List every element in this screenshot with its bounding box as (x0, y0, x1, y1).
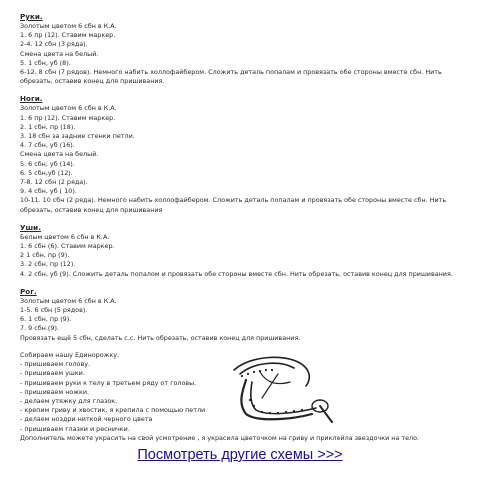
assembly-step: - пришиваем руки к телу в третьем ряду от головы. (20, 378, 197, 387)
section-title: Уши. (20, 222, 41, 232)
assembly-step: - делаем утяжку для глазок. (20, 396, 118, 405)
assembly-note: Дополнитель можете украсить на свой усмотрение , я украсила цветочком на гриву и приклейла звездочки на тело. (20, 433, 420, 442)
pattern-row: 1. 6 пр (12). Ставим маркер. (20, 113, 116, 122)
section-title: Рог. (20, 286, 37, 296)
pattern-row: 2 1 сбн, пр (9). (20, 251, 70, 260)
assembly-intro: Собираем нашу Единорожку: (20, 350, 120, 359)
pattern-section (20, 94, 475, 214)
pattern-row: Смена цвета на белый. (20, 150, 99, 159)
pattern-row: 7. 9 сбн.(9). (20, 324, 59, 333)
pattern-row: 1. 6 сбн (6). Ставим маркер. (20, 242, 115, 251)
pattern-row: 6. 5 сбн,уб (12). (20, 168, 73, 177)
more-patterns-link[interactable]: Посмотреть другие схемы >>> (137, 447, 343, 463)
section-title: Руки. (20, 12, 43, 21)
pattern-section (20, 12, 475, 86)
section-title: Ноги. (20, 94, 43, 104)
pattern-row: 2. 1 сбн, пр (18). (20, 122, 76, 131)
assembly-step: - пришиваем ушки. (20, 369, 85, 378)
pattern-row: 10-11. 10 сбн (2 ряда). Немного набить холлофайбером. Сложить деталь попалам и провязать обе стороны вместе сбн. Нить обрезать, оставив конец для пришивания (20, 196, 447, 214)
pattern-row: 4. 2 сбн, уб (9). Сложить деталь попалом и провязать обе стороны вместе сбн. Нить обрезать, оставив конец для пришивания. (20, 269, 453, 278)
pattern-row: 6. 1 сбн, пр (9). (20, 315, 72, 324)
pattern-row: 9. 4 сбн, уб ( 10). (20, 187, 77, 196)
pattern-row: 5. 6 сбн, уб (14). (20, 159, 75, 168)
pattern-row: 3. 18 сбн за задние стенки петли. (20, 132, 135, 141)
assembly-step: - пришиваем ножки. (20, 387, 90, 396)
pattern-row: Золотым цветом 6 сбн в К.А. (20, 104, 117, 113)
pattern-row: Золотым цветом 6 сбн в К.А. (20, 22, 117, 30)
pattern-row: Смена цвета на белый. (20, 49, 99, 58)
pattern-section (20, 223, 475, 279)
pattern-row: 1-5. 6 сбн (5 рядов). (20, 306, 88, 315)
pattern-row: Золотым цветом 6 сбн в К.А. (20, 296, 117, 305)
pattern-row: 2-4. 12 сбн (3 ряда). (20, 40, 88, 49)
assembly-step: - пришиваем глазки и реснички. (20, 424, 130, 433)
needle-stitch-illustration (220, 352, 340, 430)
pattern-row: 1. 6 пр (12). Ставим маркер. (20, 31, 116, 40)
pattern-row: 5. 1 сбн, уб (8). (20, 58, 71, 67)
assembly-step: - крепим гриву и хвостик, я крепила с помощью петли (20, 406, 206, 415)
pattern-row: 6-12. 8 сбн (7 рядов). Немного набить холлофайбером. Сложить деталь попалам и провязать обе стороны вместе сбн. Нить обрезать, оставив конец для пришивания. (20, 68, 442, 86)
pattern-row: 3. 2 сбн, пр (12). (20, 260, 76, 269)
pattern-row: 7-8. 12 сбн (2 ряда). (20, 178, 88, 187)
pattern-row: Белым цветом 6 сбн в К.А. (20, 232, 110, 241)
pattern-section (20, 287, 475, 343)
pattern-row: Провязать ещё 5 сбн, сделать с.с. Нить обрезать, оставив конец для пришивания. (20, 333, 301, 342)
assembly-step: - делаем ноздри ниткой черного цвета (20, 415, 153, 424)
assembly-step: - пришиваем голову. (20, 360, 91, 369)
pattern-row: 4. 7 сбн, уб (16). (20, 141, 75, 150)
pattern-sections (20, 12, 475, 343)
